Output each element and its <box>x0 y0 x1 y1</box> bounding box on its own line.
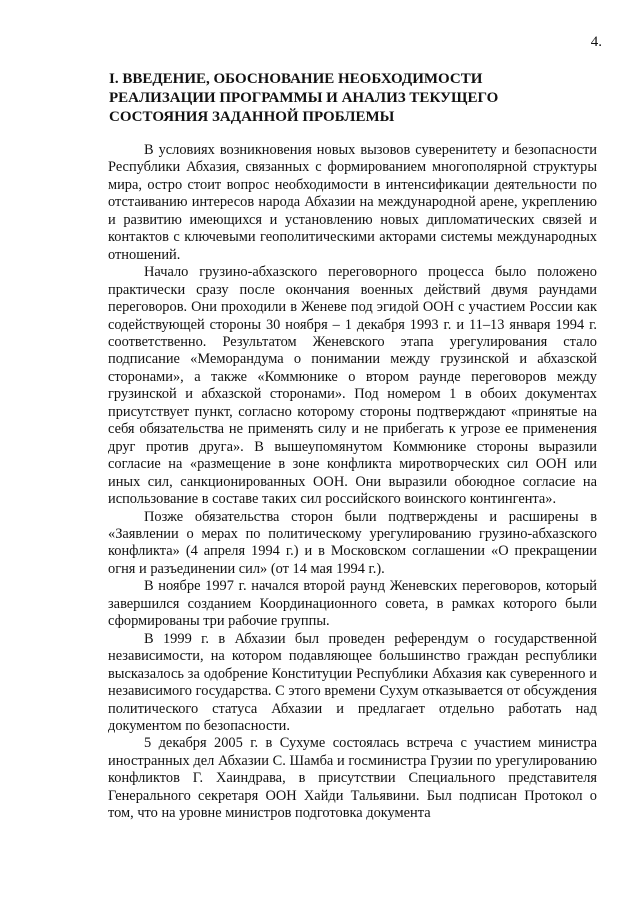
heading-line: РЕАЛИЗАЦИИ ПРОГРАММЫ И АНАЛИЗ ТЕКУЩЕГО <box>109 90 499 106</box>
section-heading <box>109 70 549 127</box>
paragraph: В условиях возникновения новых вызовов суверенитету и безопасности Республики Абхазия, связанных с формированием многополярной структуры мира, остро стоит вопрос необходимости в интенсификации деятельности по отстаиванию интересов народа Абхазии на международной арене, укреплению и развитию имеющихся и установлению новых дипломатических связей и контактов с ключевыми геополитическими акторами системы международных отношений. <box>108 142 597 263</box>
heading-line: СОСТОЯНИЯ ЗАДАННОЙ ПРОБЛЕМЫ <box>109 109 395 125</box>
paragraph: Начало грузино-абхазского переговорного процесса было положено практически сразу после окончания военных действий двумя раундами переговоров. Они проходили в Женеве под эгидой ООН с участием России как содействующей стороны 30 ноября – 1 декабря 1993 г. и 11–13 января 1994 г. соответственно. Результатом Женевского этапа урегулирования стало подписание «Меморандума о понимании между грузинской и абхазской сторонами», а также «Коммюнике о втором раунде переговоров между грузинской и абхазской сторонами». Под номером 1 в обоих документах присутствует пункт, согласно которому стороны подтверждают «принятые на себя обязательства не применять силу и не прибегать к угрозе ее применения друг против друга». В вышеупомянутом Коммюнике стороны выразили согласие на «размещение в зоне конфликта миротворческих сил ООН или иных сил, санкционированных ООН. Они выразили обоюдное согласие на использование в составе таких сил российского воинского контингента». <box>108 264 597 508</box>
body-text <box>108 142 597 823</box>
paragraph: В 1999 г. в Абхазии был проведен референдум о государственной независимости, на котором подавляющее большинство граждан республики высказалось за одобрение Конституции Республики Абхазия как суверенного и независимого государства. С этого времени Сухум отказывается от обсуждения политического статуса Абхазии и предлагает отдельно работать над документом по безопасности. <box>108 630 597 734</box>
paragraph: Позже обязательства сторон были подтверждены и расширены в «Заявлении о мерах по политическому урегулированию грузино-абхазского конфликта» (4 апреля 1994 г.) и в Московском соглашении «О прекращении огня и разъединении сил» (от 14 мая 1994 г.). <box>108 508 597 577</box>
paragraph: 5 декабря 2005 г. в Сухуме состоялась встреча с участием министра иностранных дел Абхазии С. Шамба и госминистра Грузии по урегулированию конфликтов Г. Хаиндрава, в присутствии Специального представителя Генерального секретаря ООН Хайди Тальявини. Был подписан Протокол о том, что на уровне министров подготовка документа <box>108 735 597 822</box>
heading-line: I. ВВЕДЕНИЕ, ОБОСНОВАНИЕ НЕОБХОДИМОСТИ <box>109 71 483 87</box>
paragraph: В ноябре 1997 г. начался второй раунд Женевских переговоров, который завершился созданием Координационного совета, в рамках которого были сформированы три рабочие группы. <box>108 578 597 630</box>
page-number: 4. <box>590 34 602 50</box>
